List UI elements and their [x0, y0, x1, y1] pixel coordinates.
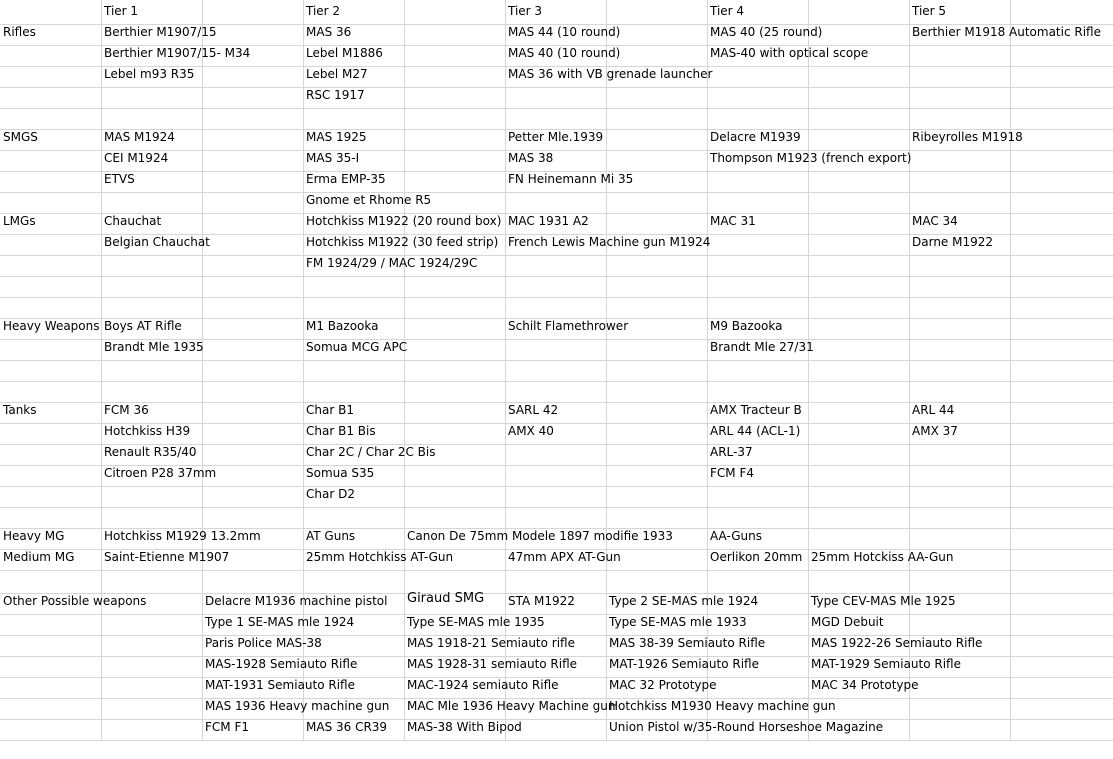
grid-column-line [505, 0, 506, 741]
sheet-cell[interactable]: ETVS [104, 172, 135, 186]
grid-column-line [303, 0, 304, 741]
sheet-cell[interactable]: Type SE-MAS mle 1933 [609, 615, 747, 629]
sheet-cell[interactable]: MAS 40 (10 round) [508, 46, 621, 60]
sheet-cell[interactable]: CEI M1924 [104, 151, 169, 165]
sheet-cell[interactable]: Heavy MG [3, 529, 65, 543]
grid-row-line [0, 740, 1113, 741]
sheet-cell[interactable]: MAS 44 (10 round) [508, 25, 621, 39]
sheet-cell[interactable]: MAS-38 With Bipod [407, 720, 522, 734]
sheet-cell[interactable]: MAS 38-39 Semiauto Rifle [609, 636, 766, 650]
sheet-cell[interactable]: MAS 36 CR39 [306, 720, 388, 734]
sheet-cell[interactable]: MAS 38 [508, 151, 554, 165]
sheet-cell[interactable]: MAS-40 with optical scope [710, 46, 869, 60]
grid-column-line [202, 0, 203, 741]
grid-column-line [606, 0, 607, 741]
sheet-cell[interactable]: Tier 5 [912, 4, 947, 18]
sheet-cell[interactable]: Canon De 75mm Modele 1897 modifie 1933 [407, 529, 673, 543]
sheet-cell[interactable]: Paris Police MAS-38 [205, 636, 322, 650]
sheet-cell[interactable]: FCM F1 [205, 720, 249, 734]
sheet-cell[interactable]: Hotchkiss M1922 (30 feed strip) [306, 235, 499, 249]
sheet-cell[interactable]: Ribeyrolles M1918 [912, 130, 1023, 144]
sheet-cell[interactable]: Char B1 Bis [306, 424, 376, 438]
sheet-cell[interactable]: Tier 3 [508, 4, 543, 18]
sheet-cell[interactable]: Erma EMP-35 [306, 172, 386, 186]
sheet-cell[interactable]: Thompson M1923 (french export) [710, 151, 912, 165]
sheet-cell[interactable]: MAS 36 [306, 25, 352, 39]
sheet-cell[interactable]: MAC 34 Prototype [811, 678, 919, 692]
sheet-cell[interactable]: MAS 40 (25 round) [710, 25, 823, 39]
grid-column-line [707, 0, 708, 741]
sheet-cell[interactable]: FM 1924/29 / MAC 1924/29C [306, 256, 478, 270]
sheet-cell[interactable]: Berthier M1918 Automatic Rifle [912, 25, 1101, 39]
sheet-cell[interactable]: Lebel M27 [306, 67, 368, 81]
sheet-cell[interactable]: Lebel M1886 [306, 46, 383, 60]
sheet-cell[interactable]: Rifles [3, 25, 36, 39]
sheet-cell[interactable]: M1 Bazooka [306, 319, 379, 333]
sheet-cell[interactable]: French Lewis Machine gun M1924 [508, 235, 711, 249]
sheet-cell[interactable]: Type SE-MAS mle 1935 [407, 615, 545, 629]
sheet-cell[interactable]: Giraud SMG [407, 591, 485, 606]
sheet-cell[interactable]: MAS 1936 Heavy machine gun [205, 699, 390, 713]
sheet-cell[interactable]: Belgian Chauchat [104, 235, 210, 249]
sheet-cell[interactable]: AA-Guns [710, 529, 763, 543]
sheet-cell[interactable]: Somua MCG APC [306, 340, 408, 354]
sheet-cell[interactable]: MAS M1924 [104, 130, 175, 144]
grid-row-line [0, 276, 1113, 277]
sheet-cell[interactable]: MAC-1924 semiauto Rifle [407, 678, 559, 692]
grid-column-line [404, 0, 405, 741]
sheet-cell[interactable]: Saint-Etienne M1907 [104, 550, 230, 564]
sheet-cell[interactable]: Delacre M1936 machine pistol [205, 594, 388, 608]
sheet-cell[interactable]: Tier 4 [710, 4, 745, 18]
sheet-cell[interactable]: MGD Debuit [811, 615, 884, 629]
sheet-cell[interactable]: MAS 1918-21 Semiauto rifle [407, 636, 575, 650]
sheet-cell[interactable]: LMGs [3, 214, 36, 228]
sheet-cell[interactable]: Darne M1922 [912, 235, 994, 249]
sheet-cell[interactable]: Chauchat [104, 214, 162, 228]
sheet-cell[interactable]: ARL 44 (ACL-1) [710, 424, 801, 438]
sheet-cell[interactable]: AMX Tracteur B [710, 403, 802, 417]
grid-column-line [909, 0, 910, 741]
grid-row-line [0, 570, 1113, 571]
sheet-cell[interactable]: M9 Bazooka [710, 319, 783, 333]
sheet-cell[interactable]: Somua S35 [306, 466, 375, 480]
sheet-cell[interactable]: Other Possible weapons [3, 594, 147, 608]
sheet-cell[interactable]: MAT-1929 Semiauto Rifle [811, 657, 961, 671]
sheet-cell[interactable]: Char D2 [306, 487, 355, 501]
sheet-cell[interactable]: Type CEV-MAS Mle 1925 [811, 594, 956, 608]
sheet-cell[interactable]: FCM 36 [104, 403, 149, 417]
sheet-cell[interactable]: Brandt Mle 27/31 [710, 340, 814, 354]
grid-row-line [0, 297, 1113, 298]
sheet-cell[interactable]: FCM F4 [710, 466, 754, 480]
sheet-cell[interactable]: AT Guns [306, 529, 356, 543]
sheet-cell[interactable]: MAS 35-I [306, 151, 360, 165]
grid-row-line [0, 381, 1113, 382]
sheet-cell[interactable]: MAS 1925 [306, 130, 367, 144]
grid-row-line [0, 719, 1113, 720]
sheet-cell[interactable]: Berthier M1907/15 [104, 25, 217, 39]
grid-row-line [0, 192, 1113, 193]
sheet-cell[interactable]: SARL 42 [508, 403, 559, 417]
sheet-cell[interactable]: Citroen P28 37mm [104, 466, 217, 480]
sheet-cell[interactable]: MAC 32 Prototype [609, 678, 717, 692]
grid-column-line [1010, 0, 1011, 741]
sheet-cell[interactable]: Brandt Mle 1935 [104, 340, 204, 354]
grid-row-line [0, 255, 1113, 256]
sheet-cell[interactable]: 25mm Hotckiss AA-Gun [811, 550, 954, 564]
sheet-cell[interactable]: 25mm Hotchkiss AT-Gun [306, 550, 454, 564]
grid-row-line [0, 614, 1113, 615]
sheet-cell[interactable]: Type 1 SE-MAS mle 1924 [205, 615, 355, 629]
sheet-cell[interactable]: Hotchkiss M1929 13.2mm [104, 529, 261, 543]
sheet-cell[interactable]: MAS 36 with VB grenade launcher [508, 67, 713, 81]
sheet-cell[interactable]: MAS 1922-26 Semiauto Rifle [811, 636, 983, 650]
grid-row-line [0, 360, 1113, 361]
sheet-cell[interactable]: RSC 1917 [306, 88, 365, 102]
sheet-cell[interactable]: Char 2C / Char 2C Bis [306, 445, 436, 459]
sheet-cell[interactable]: Heavy Weapons [3, 319, 100, 333]
sheet-cell[interactable]: MAT-1931 Semiauto Rifle [205, 678, 355, 692]
sheet-cell[interactable]: Hotchkiss M1930 Heavy machine gun [609, 699, 836, 713]
sheet-cell[interactable]: Type 2 SE-MAS mle 1924 [609, 594, 759, 608]
sheet-cell[interactable]: Petter Mle.1939 [508, 130, 604, 144]
sheet-cell[interactable]: Tier 1 [104, 4, 139, 18]
sheet-cell[interactable]: Oerlikon 20mm [710, 550, 803, 564]
sheet-cell[interactable]: MAC Mle 1936 Heavy Machine gun [407, 699, 616, 713]
grid-row-line [0, 486, 1113, 487]
sheet-cell[interactable]: STA M1922 [508, 594, 575, 608]
sheet-cell[interactable]: MAC 1931 A2 [508, 214, 589, 228]
sheet-cell[interactable]: ARL 44 [912, 403, 955, 417]
sheet-cell[interactable]: SMGS [3, 130, 38, 144]
sheet-cell[interactable]: Tanks [3, 403, 37, 417]
grid-row-line [0, 87, 1113, 88]
sheet-cell[interactable]: Boys AT Rifle [104, 319, 182, 333]
sheet-cell[interactable]: MAS 1928-31 semiauto Rifle [407, 657, 578, 671]
sheet-cell[interactable]: 47mm APX AT-Gun [508, 550, 621, 564]
sheet-cell[interactable]: MAC 34 [912, 214, 958, 228]
sheet-cell[interactable]: Lebel m93 R35 [104, 67, 195, 81]
grid-row-line [0, 108, 1113, 109]
grid-column-line [101, 0, 102, 741]
grid-column-line [808, 0, 809, 741]
sheet-cell[interactable]: Renault R35/40 [104, 445, 197, 459]
sheet-cell[interactable]: ARL-37 [710, 445, 753, 459]
sheet-cell[interactable]: Hotchkiss M1922 (20 round box) [306, 214, 502, 228]
sheet-cell[interactable]: AMX 37 [912, 424, 958, 438]
sheet-cell[interactable]: Schilt Flamethrower [508, 319, 629, 333]
sheet-cell[interactable]: Gnome et Rhome R5 [306, 193, 432, 207]
sheet-cell[interactable]: AMX 40 [508, 424, 554, 438]
sheet-cell[interactable]: Delacre M1939 [710, 130, 801, 144]
sheet-cell[interactable]: MAC 31 [710, 214, 756, 228]
sheet-cell[interactable]: MAS-1928 Semiauto Rifle [205, 657, 358, 671]
sheet-cell[interactable]: Medium MG [3, 550, 75, 564]
sheet-cell[interactable]: FN Heinemann Mi 35 [508, 172, 634, 186]
grid-row-line [0, 507, 1113, 508]
sheet-cell[interactable]: Berthier M1907/15- M34 [104, 46, 251, 60]
sheet-cell[interactable]: Union Pistol w/35-Round Horseshoe Magazine [609, 720, 884, 734]
sheet-cell[interactable]: Char B1 [306, 403, 354, 417]
sheet-cell[interactable]: MAT-1926 Semiauto Rifle [609, 657, 759, 671]
sheet-cell[interactable]: Hotchkiss H39 [104, 424, 191, 438]
sheet-cell[interactable]: Tier 2 [306, 4, 341, 18]
